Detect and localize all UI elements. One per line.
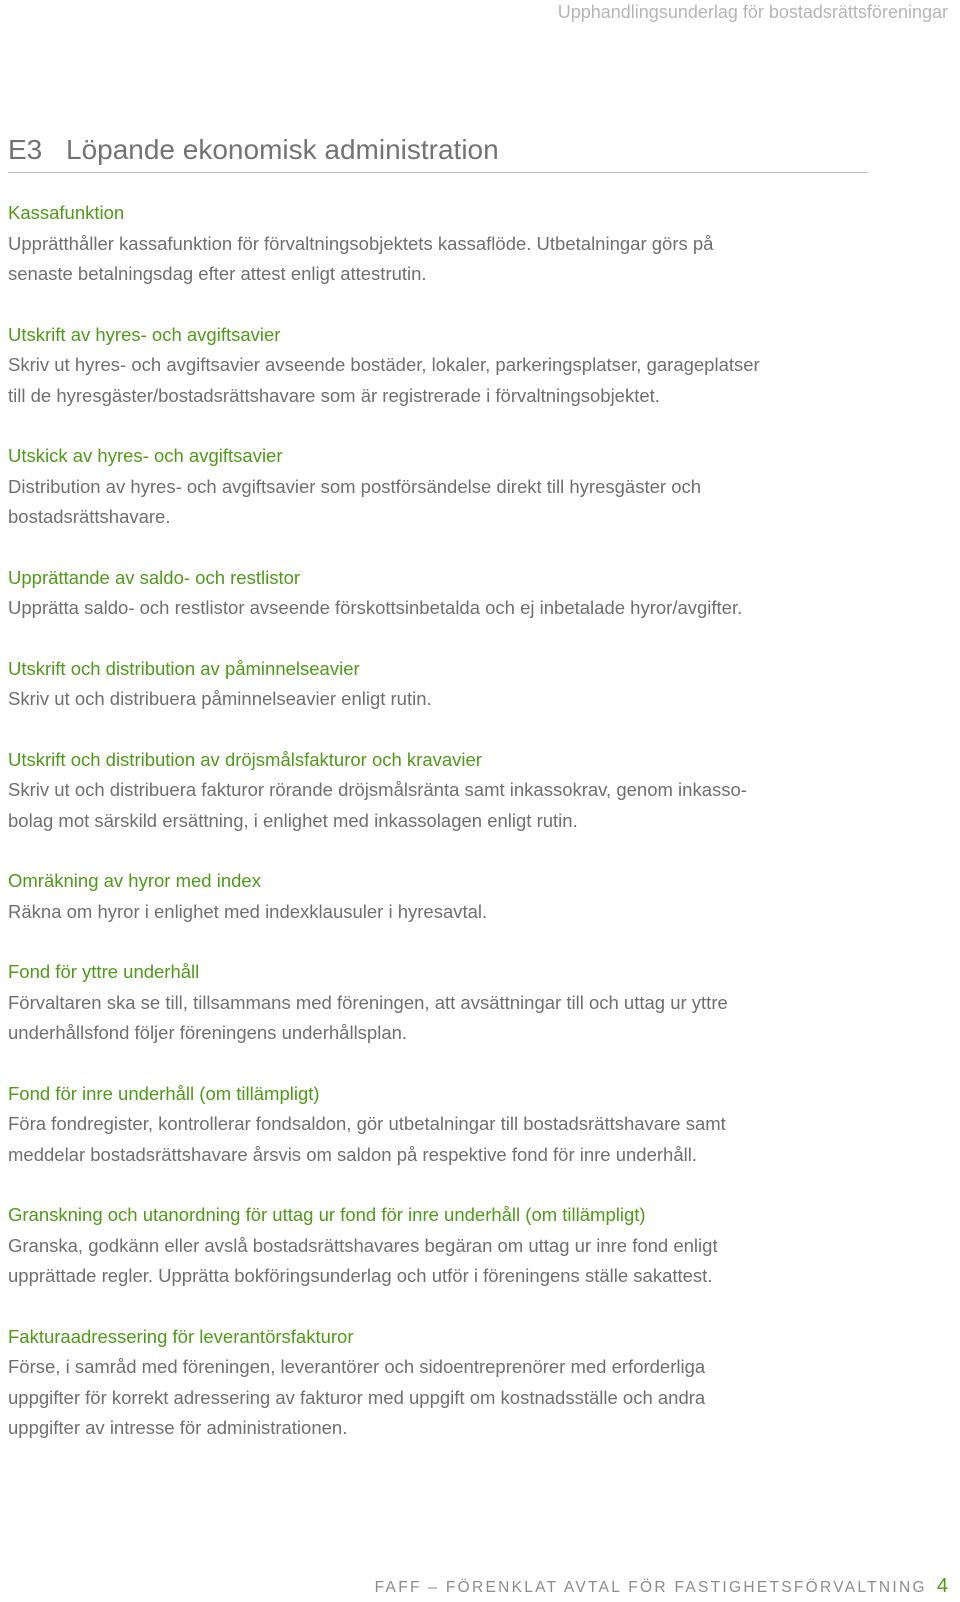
section-body [8, 350, 888, 411]
section-heading: Fakturaadressering för leverantörsfakturor [8, 1325, 354, 1347]
section-list [8, 198, 888, 1474]
section-body [8, 988, 888, 1049]
section-heading: Upprättande av saldo- och restlistor [8, 566, 301, 588]
body-line: Räkna om hyror i enlighet med indexklausuler i hyresavtal. [8, 900, 488, 922]
section-heading: Fond för yttre underhåll [8, 961, 200, 982]
running-header: Upphandlingsunderlag för bostadsrättsföreningar [557, 2, 948, 22]
section [8, 957, 888, 1049]
section-heading: Utskrift och distribution av påminnelseavier [8, 657, 360, 679]
section [8, 1200, 888, 1292]
section-heading: Utskick av hyres- och avgiftsavier [8, 445, 283, 466]
section-body [8, 472, 888, 533]
section-body [8, 897, 888, 928]
chapter-number: E3 [8, 134, 43, 165]
body-line: Förse, i samråd med föreningen, leverantörer och sidoentreprenörer med erforderliga [8, 1356, 706, 1377]
section-heading: Utskrift och distribution av dröjsmålsfakturor och kravavier [8, 748, 482, 770]
section-body [8, 593, 888, 624]
chapter-heading [8, 132, 868, 173]
body-line: underhållsfond följer föreningens underhållsplan. [8, 1022, 408, 1043]
section-heading: Granskning och utanordning för uttag ur fond för inre underhåll (om tillämpligt) [8, 1204, 646, 1225]
body-line: uppgifter för korrekt adressering av fakturor med uppgift om kostnadsställe och andra [8, 1386, 706, 1408]
chapter-title: Löpande ekonomisk administration [66, 134, 499, 165]
body-line: Upprätthåller kassafunktion för förvaltningsobjektets kassaflöde. Utbetalningar görs på [8, 232, 714, 254]
section-body [8, 1109, 888, 1170]
body-line: uppgifter av intresse för administrationen. [8, 1417, 348, 1438]
body-line: Granska, godkänn eller avslå bostadsrättshavares begäran om uttag ur inre fond enligt [8, 1234, 718, 1256]
body-line: Skriv ut och distribuera påminnelseavier enligt rutin. [8, 688, 432, 709]
section [8, 563, 888, 624]
section [8, 1079, 888, 1171]
section [8, 320, 888, 412]
body-line: Skriv ut och distribuera fakturor rörande dröjsmålsränta samt inkassokrav, genom inkasso- [8, 779, 747, 800]
section-body [8, 1231, 888, 1292]
footer-text: FAFF – FÖRENKLAT AVTAL FÖR FASTIGHETSFÖRVALTNING [374, 1579, 927, 1596]
section-heading: Utskrift av hyres- och avgiftsavier [8, 323, 281, 345]
body-line: upprättade regler. Upprätta bokföringsunderlag och utför i föreningens ställe sakattest. [8, 1265, 713, 1286]
page-footer [375, 1572, 948, 1602]
section-heading: Kassafunktion [8, 202, 125, 223]
page-number: 4 [936, 1575, 948, 1597]
section-heading: Omräkning av hyror med index [8, 870, 261, 891]
body-line: meddelar bostadsrättshavare årsvis om saldon på respektive fond för inre underhåll. [8, 1143, 697, 1165]
section-heading: Fond för inre underhåll (om tillämpligt) [8, 1082, 320, 1104]
body-line: senaste betalningsdag efter attest enligt attestrutin. [8, 263, 427, 284]
body-line: till de hyresgäster/bostadsrättshavare som är registrerade i förvaltningsobjektet. [8, 384, 660, 406]
body-line: Förvaltaren ska se till, tillsammans med föreningen, att avsättningar till och uttag ur yttre [8, 991, 728, 1013]
section-body [8, 684, 888, 715]
body-line: Distribution av hyres- och avgiftsavier som postförsändelse direkt till hyresgäster och [8, 475, 702, 497]
section [8, 654, 888, 715]
section [8, 198, 888, 290]
section [8, 441, 888, 533]
section-body [8, 1352, 888, 1444]
section-body [8, 775, 888, 836]
body-line: Föra fondregister, kontrollerar fondsaldon, gör utbetalningar till bostadsrättshavare samt [8, 1113, 726, 1134]
section-body [8, 229, 888, 290]
body-line: bostadsrättshavare. [8, 506, 171, 527]
section [8, 745, 888, 837]
body-line: bolag mot särskild ersättning, i enlighet med inkassolagen enligt rutin. [8, 809, 578, 831]
body-line: Skriv ut hyres- och avgiftsavier avseende bostäder, lokaler, parkeringsplatser, garageplatser [8, 354, 760, 375]
section [8, 1322, 888, 1444]
section [8, 866, 888, 927]
body-line: Upprätta saldo- och restlistor avseende förskottsinbetalda och ej inbetalade hyror/avgifter. [8, 597, 743, 618]
